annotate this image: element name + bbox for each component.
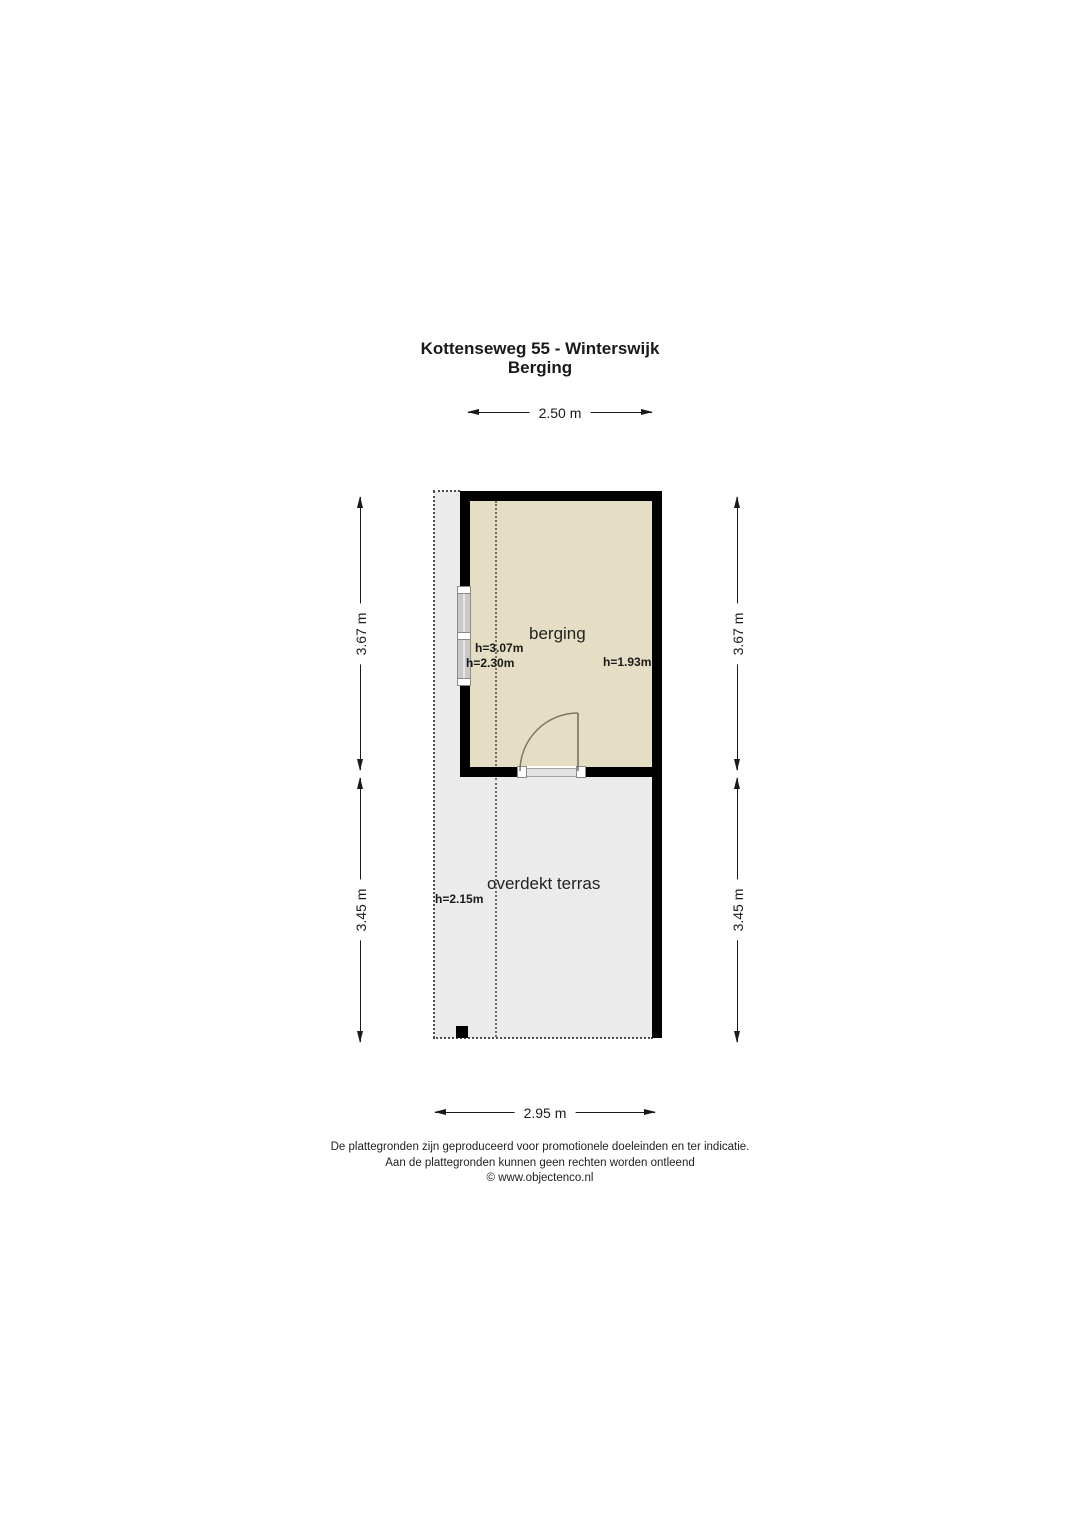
disclaimer-line-3: © www.objectenco.nl [486, 1172, 594, 1184]
terras-right-wall [652, 777, 662, 1038]
terras-post [456, 1026, 468, 1038]
berging-height-label-2: h=2.30m [466, 656, 515, 670]
disclaimer-line-1: De plattegronden zijn geproduceerd voor promotionele doeleinden en ter indicatie. [330, 1141, 750, 1153]
dimension-top [468, 405, 652, 421]
title-address: Kottenseweg 55 - Winterswijk [420, 339, 660, 358]
page-title [0, 339, 1080, 377]
window [457, 586, 471, 686]
terras-area [434, 777, 652, 1038]
dimension-right-lower-label: 3.45 m [730, 880, 746, 941]
terras-dashed-border-top [433, 490, 460, 492]
arrow-right-icon [644, 1109, 656, 1115]
berging-height-label-1: h=3.07m [475, 641, 524, 655]
arrow-down-icon [357, 759, 363, 771]
arrow-left-icon [467, 409, 479, 415]
window-cap [457, 586, 471, 594]
arrow-down-icon [734, 759, 740, 771]
arrow-left-icon [434, 1109, 446, 1115]
arrow-down-icon [357, 1031, 363, 1043]
dimension-left-upper-label: 3.67 m [353, 603, 369, 664]
arrow-up-icon [357, 496, 363, 508]
terras-label: overdekt terras [487, 874, 601, 893]
dimension-bottom-label: 2.95 m [515, 1105, 576, 1121]
title-floor: Berging [507, 358, 573, 377]
arrow-up-icon [734, 496, 740, 508]
dimension-left-upper [353, 497, 369, 770]
terras-height-label: h=2.15m [435, 892, 484, 906]
dimension-top-label: 2.50 m [530, 405, 591, 421]
disclaimer-line-2: Aan de plattegronden kunnen geen rechten worden ontleend [385, 1156, 695, 1169]
window-cap [457, 632, 471, 640]
interior-dotted-line [495, 501, 497, 766]
terras-dashed-border-left [433, 491, 435, 1038]
dimension-right-upper [730, 497, 746, 770]
arrow-down-icon [734, 1031, 740, 1043]
berging-label: berging [529, 624, 586, 643]
dimension-right-lower [730, 778, 746, 1042]
arrow-right-icon [641, 409, 653, 415]
dimension-left-lower-label: 3.45 m [353, 880, 369, 941]
dimension-right-upper-label: 3.67 m [730, 603, 746, 664]
berging-height-label-3: h=1.93m [603, 655, 652, 669]
door-swing-icon [514, 706, 589, 776]
window-cap [457, 678, 471, 686]
dimension-left-lower [353, 778, 369, 1042]
dimension-bottom [435, 1105, 655, 1121]
disclaimer [0, 1140, 1080, 1187]
arrow-up-icon [734, 777, 740, 789]
arrow-up-icon [357, 777, 363, 789]
interior-dotted-line [495, 778, 497, 1037]
